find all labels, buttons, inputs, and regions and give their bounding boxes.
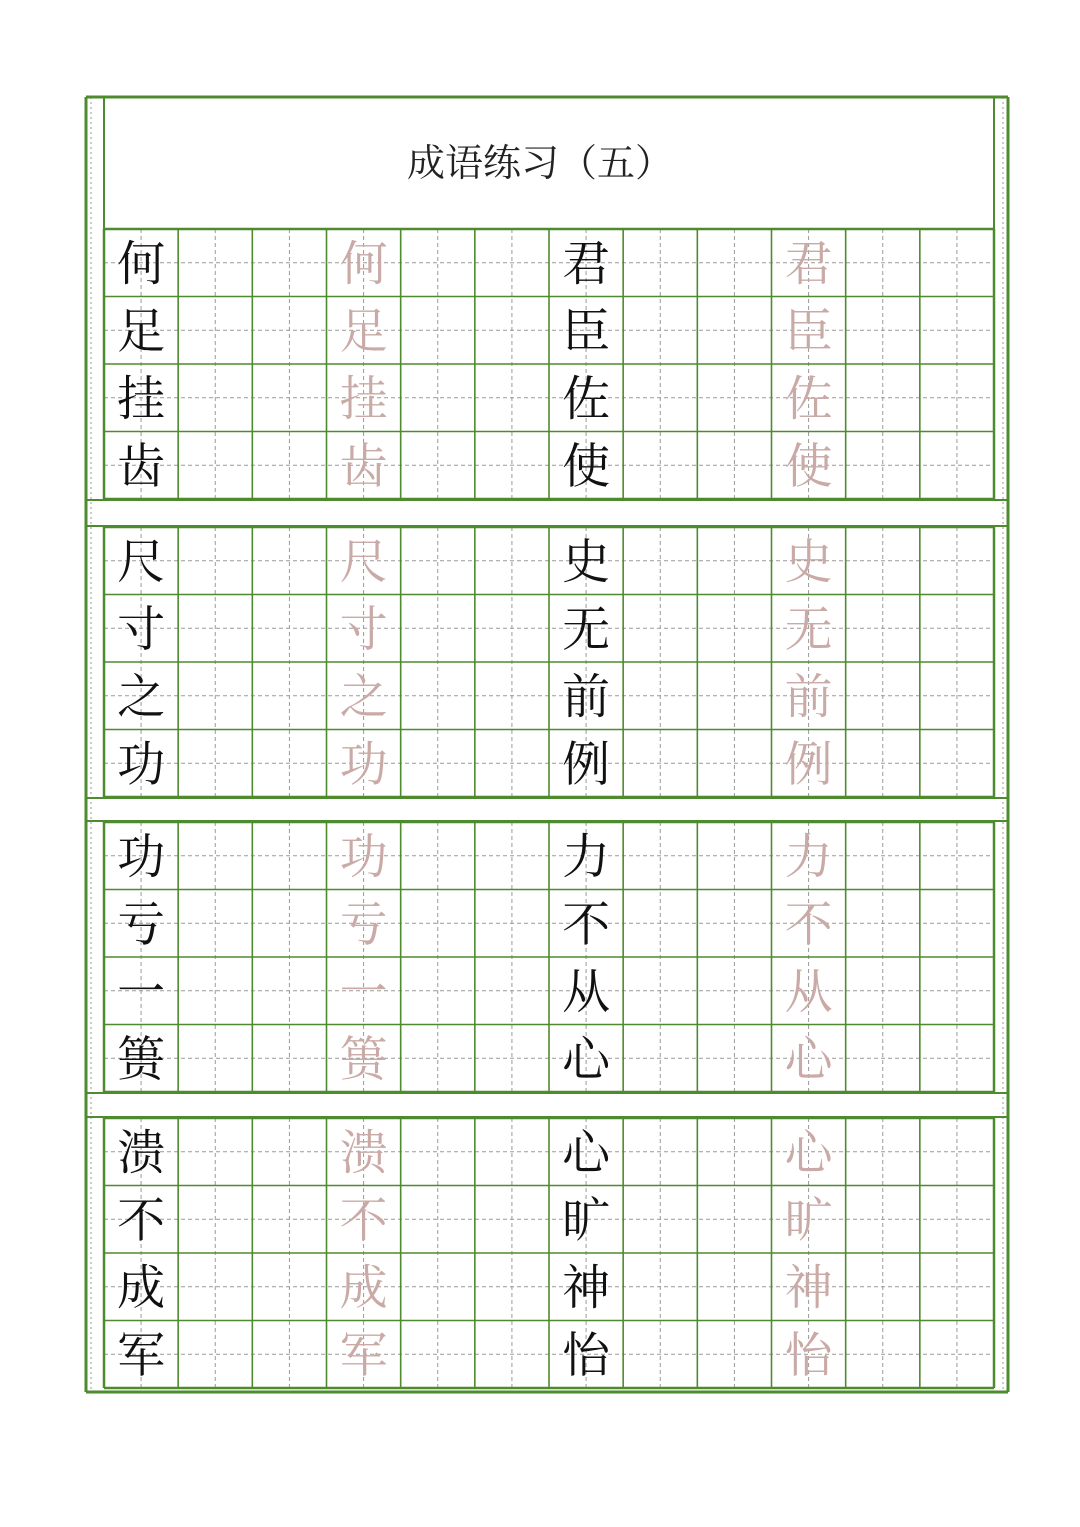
model-character: 亏	[117, 896, 166, 953]
trace-character: 一	[339, 963, 388, 1020]
trace-character: 使	[784, 438, 833, 495]
model-character: 不	[117, 1192, 166, 1249]
page-title: 成语练习（五）	[406, 141, 674, 185]
model-character: 之	[117, 668, 166, 725]
trace-character: 从	[784, 963, 833, 1020]
model-character: 齿	[117, 438, 166, 495]
trace-character: 溃	[339, 1124, 388, 1181]
trace-character: 臣	[784, 303, 833, 360]
model-character: 功	[117, 736, 166, 793]
trace-character: 之	[339, 668, 388, 725]
idiom-group	[104, 1118, 994, 1388]
model-character: 神	[562, 1259, 611, 1316]
model-character: 史	[562, 533, 611, 590]
trace-character: 寸	[339, 601, 388, 658]
trace-character: 足	[339, 303, 388, 360]
model-character: 从	[562, 963, 611, 1020]
trace-character: 不	[339, 1192, 388, 1249]
model-character: 使	[562, 438, 611, 495]
trace-character: 篑	[339, 1031, 388, 1088]
model-character: 君	[562, 235, 611, 292]
trace-character: 心	[784, 1124, 833, 1181]
trace-character: 史	[784, 533, 833, 590]
idiom-group	[104, 527, 994, 797]
trace-character: 齿	[339, 438, 388, 495]
model-character: 无	[562, 601, 611, 658]
idiom-group	[104, 229, 994, 499]
trace-character: 例	[784, 736, 833, 793]
practice-grids	[104, 229, 994, 1388]
trace-character: 尺	[339, 533, 388, 590]
trace-character: 旷	[784, 1192, 833, 1249]
model-character: 尺	[117, 533, 166, 590]
trace-character: 何	[339, 235, 388, 292]
model-character: 成	[117, 1259, 166, 1316]
model-character: 军	[117, 1327, 166, 1384]
trace-character: 不	[784, 896, 833, 953]
trace-character: 无	[784, 601, 833, 658]
trace-character: 佐	[784, 370, 833, 427]
model-character: 溃	[117, 1124, 166, 1181]
model-character: 何	[117, 235, 166, 292]
model-character: 怡	[562, 1327, 611, 1384]
trace-character: 力	[784, 828, 833, 885]
trace-character: 前	[784, 668, 833, 725]
model-character: 挂	[117, 370, 166, 427]
model-character: 心	[562, 1124, 611, 1181]
model-character: 篑	[117, 1031, 166, 1088]
model-character: 功	[117, 828, 166, 885]
model-character: 佐	[562, 370, 611, 427]
sheet-frame	[86, 97, 1008, 1392]
model-character: 前	[562, 668, 611, 725]
trace-character: 军	[339, 1327, 388, 1384]
model-character: 心	[562, 1031, 611, 1088]
model-character: 足	[117, 303, 166, 360]
trace-character: 功	[339, 828, 388, 885]
trace-character: 挂	[339, 370, 388, 427]
trace-character: 成	[339, 1259, 388, 1316]
model-character: 例	[562, 736, 611, 793]
model-character: 不	[562, 896, 611, 953]
trace-character: 君	[784, 235, 833, 292]
idiom-group	[104, 822, 994, 1092]
model-character: 臣	[562, 303, 611, 360]
model-character: 寸	[117, 601, 166, 658]
trace-character: 亏	[339, 896, 388, 953]
model-character: 力	[562, 828, 611, 885]
model-character: 旷	[562, 1192, 611, 1249]
trace-character: 功	[339, 736, 388, 793]
trace-character: 怡	[784, 1327, 833, 1384]
trace-character: 心	[784, 1031, 833, 1088]
model-character: 一	[117, 963, 166, 1020]
trace-character: 神	[784, 1259, 833, 1316]
